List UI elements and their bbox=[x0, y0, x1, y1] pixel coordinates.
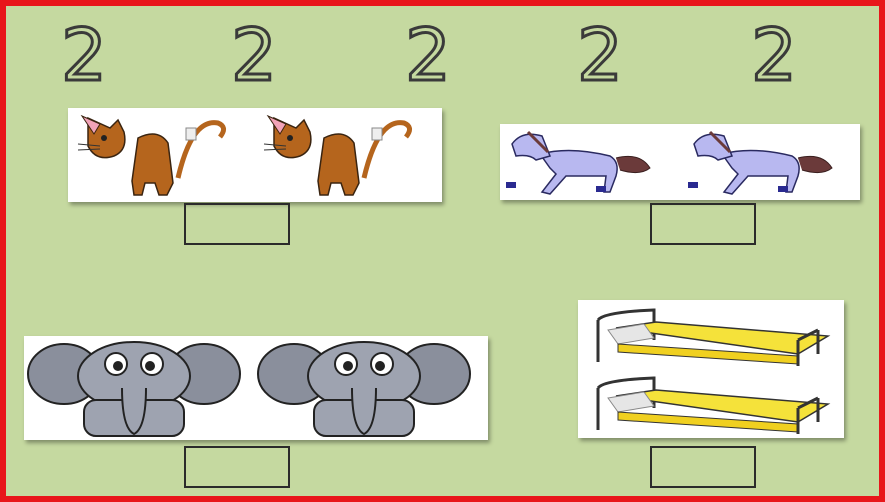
tracing-digit: 2 bbox=[751, 13, 797, 97]
beds-picture bbox=[578, 300, 844, 438]
bed-icon bbox=[598, 378, 828, 434]
tracing-digit: 2 bbox=[405, 13, 451, 97]
tracing-digit: 2 bbox=[61, 13, 107, 97]
elephant-icon bbox=[28, 342, 240, 436]
cats-picture bbox=[68, 108, 442, 202]
cat-icon bbox=[264, 116, 410, 195]
horse-icon bbox=[688, 132, 832, 194]
answer-box[interactable] bbox=[184, 446, 290, 488]
horse-icon bbox=[506, 132, 650, 194]
tracing-digits-row bbox=[6, 13, 885, 97]
tracing-digit: 2 bbox=[231, 13, 277, 97]
cat-icon bbox=[78, 116, 224, 195]
answer-box[interactable] bbox=[650, 446, 756, 488]
horses-picture bbox=[500, 124, 860, 200]
answer-box[interactable] bbox=[650, 203, 756, 245]
elephants-picture bbox=[24, 336, 488, 440]
elephant-icon bbox=[258, 342, 470, 436]
bed-icon bbox=[598, 310, 828, 366]
answer-box[interactable] bbox=[184, 203, 290, 245]
tracing-digit: 2 bbox=[577, 13, 623, 97]
